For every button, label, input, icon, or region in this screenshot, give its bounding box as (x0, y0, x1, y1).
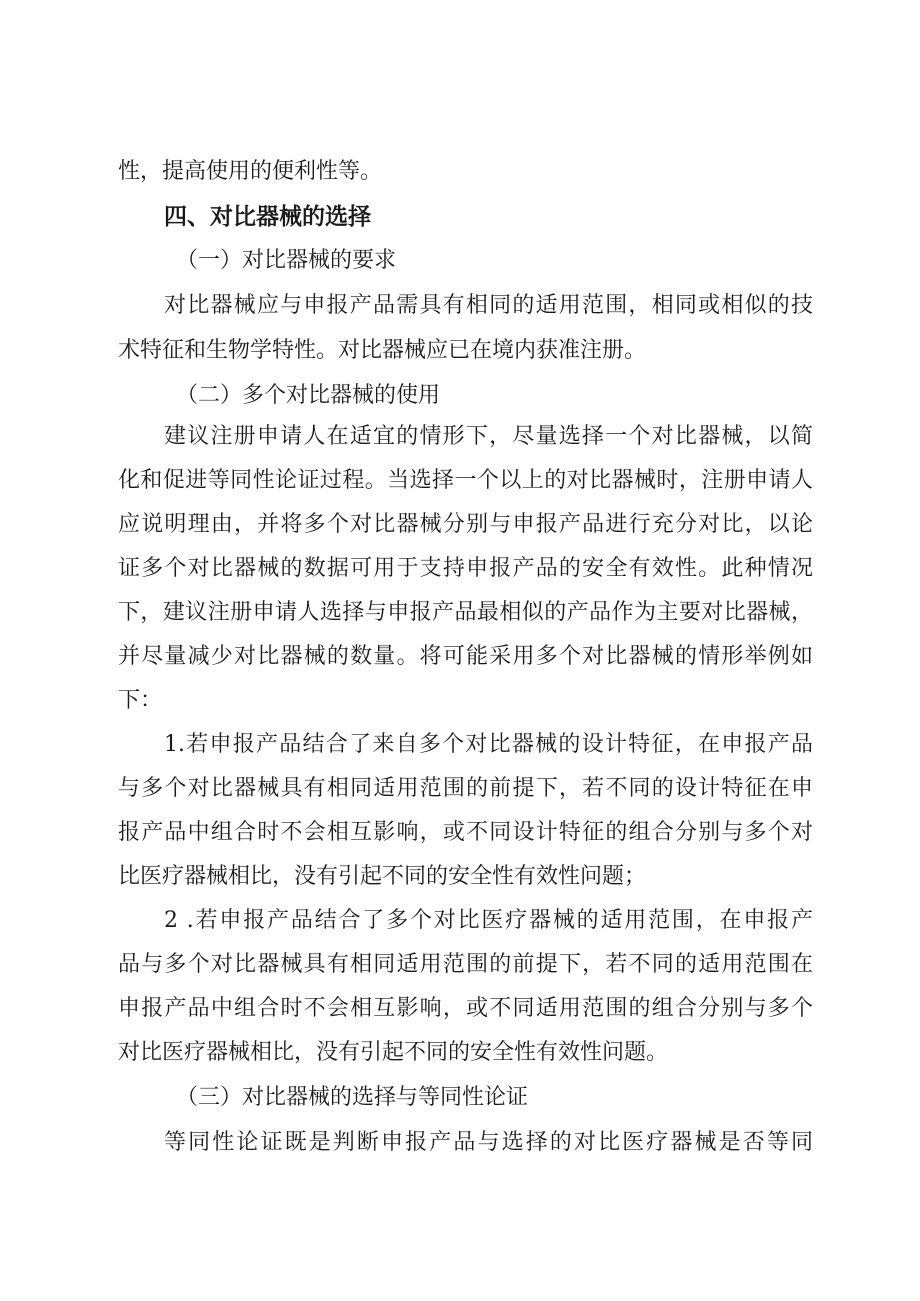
list-item-1-line: 比医疗器械相比，没有引起不同的安全性有效性问题； (118, 864, 647, 889)
paragraph-line: 下： (118, 688, 163, 713)
list-item-1-line: 与多个对比器械具有相同适用范围的前提下，若不同的设计特征在申 (118, 776, 813, 801)
list-item-1-line: 报产品中组合时不会相互影响，或不同设计特征的组合分别与多个对 (118, 820, 813, 845)
list-item-2-line: 申报产品中组合时不会相互影响，或不同适用范围的组合分别与多个 (118, 996, 813, 1021)
subsection-title-1: （一）对比器械的要求 (176, 248, 397, 273)
paragraph-line: 应说明理由，并将多个对比器械分别与申报产品进行充分对比，以论 (118, 512, 813, 537)
section-heading: 四、对比器械的选择 (164, 204, 371, 230)
paragraph-line: 下，建议注册申请人选择与申报产品最相似的产品作为主要对比器械， (118, 600, 813, 625)
paragraph-line: 等同性论证既是判断申报产品与选择的对比医疗器械是否等同 (164, 1130, 813, 1155)
paragraph-line: 证多个对比器械的数据可用于支持申报产品的安全有效性。此种情况 (118, 556, 813, 581)
subsection-title-2: （二）多个对比器械的使用 (176, 383, 441, 408)
subsection-title-3: （三）对比器械的选择与等同性论证 (176, 1085, 529, 1110)
paragraph-line: 对比器械应与申报产品需具有相同的适用范围，相同或相似的技 (164, 293, 813, 318)
list-item-2-line: 品与多个对比器械具有相同适用范围的前提下，若不同的适用范围在 (118, 952, 813, 977)
list-item-2-line: 对比医疗器械相比，没有引起不同的安全性有效性问题。 (118, 1040, 669, 1065)
paragraph-line: 化和促进等同性论证过程。当选择一个以上的对比器械时，注册申请人 (118, 468, 813, 493)
list-item-1-line: 1.若申报产品结合了来自多个对比器械的设计特征，在申报产品 (164, 732, 813, 757)
paragraph-line: 建议注册申请人在适宜的情形下，尽量选择一个对比器械，以简 (164, 424, 813, 449)
list-item-2-line: 2 .若申报产品结合了多个对比医疗器械的适用范围，在申报产 (164, 908, 813, 933)
paragraph-line: 术特征和生物学特性。对比器械应已在境内获准注册。 (118, 338, 647, 363)
paragraph-line: 并尽量减少对比器械的数量。将可能采用多个对比器械的情形举例如 (118, 644, 813, 669)
continuation-line: 性，提高使用的便利性等。 (118, 159, 383, 184)
